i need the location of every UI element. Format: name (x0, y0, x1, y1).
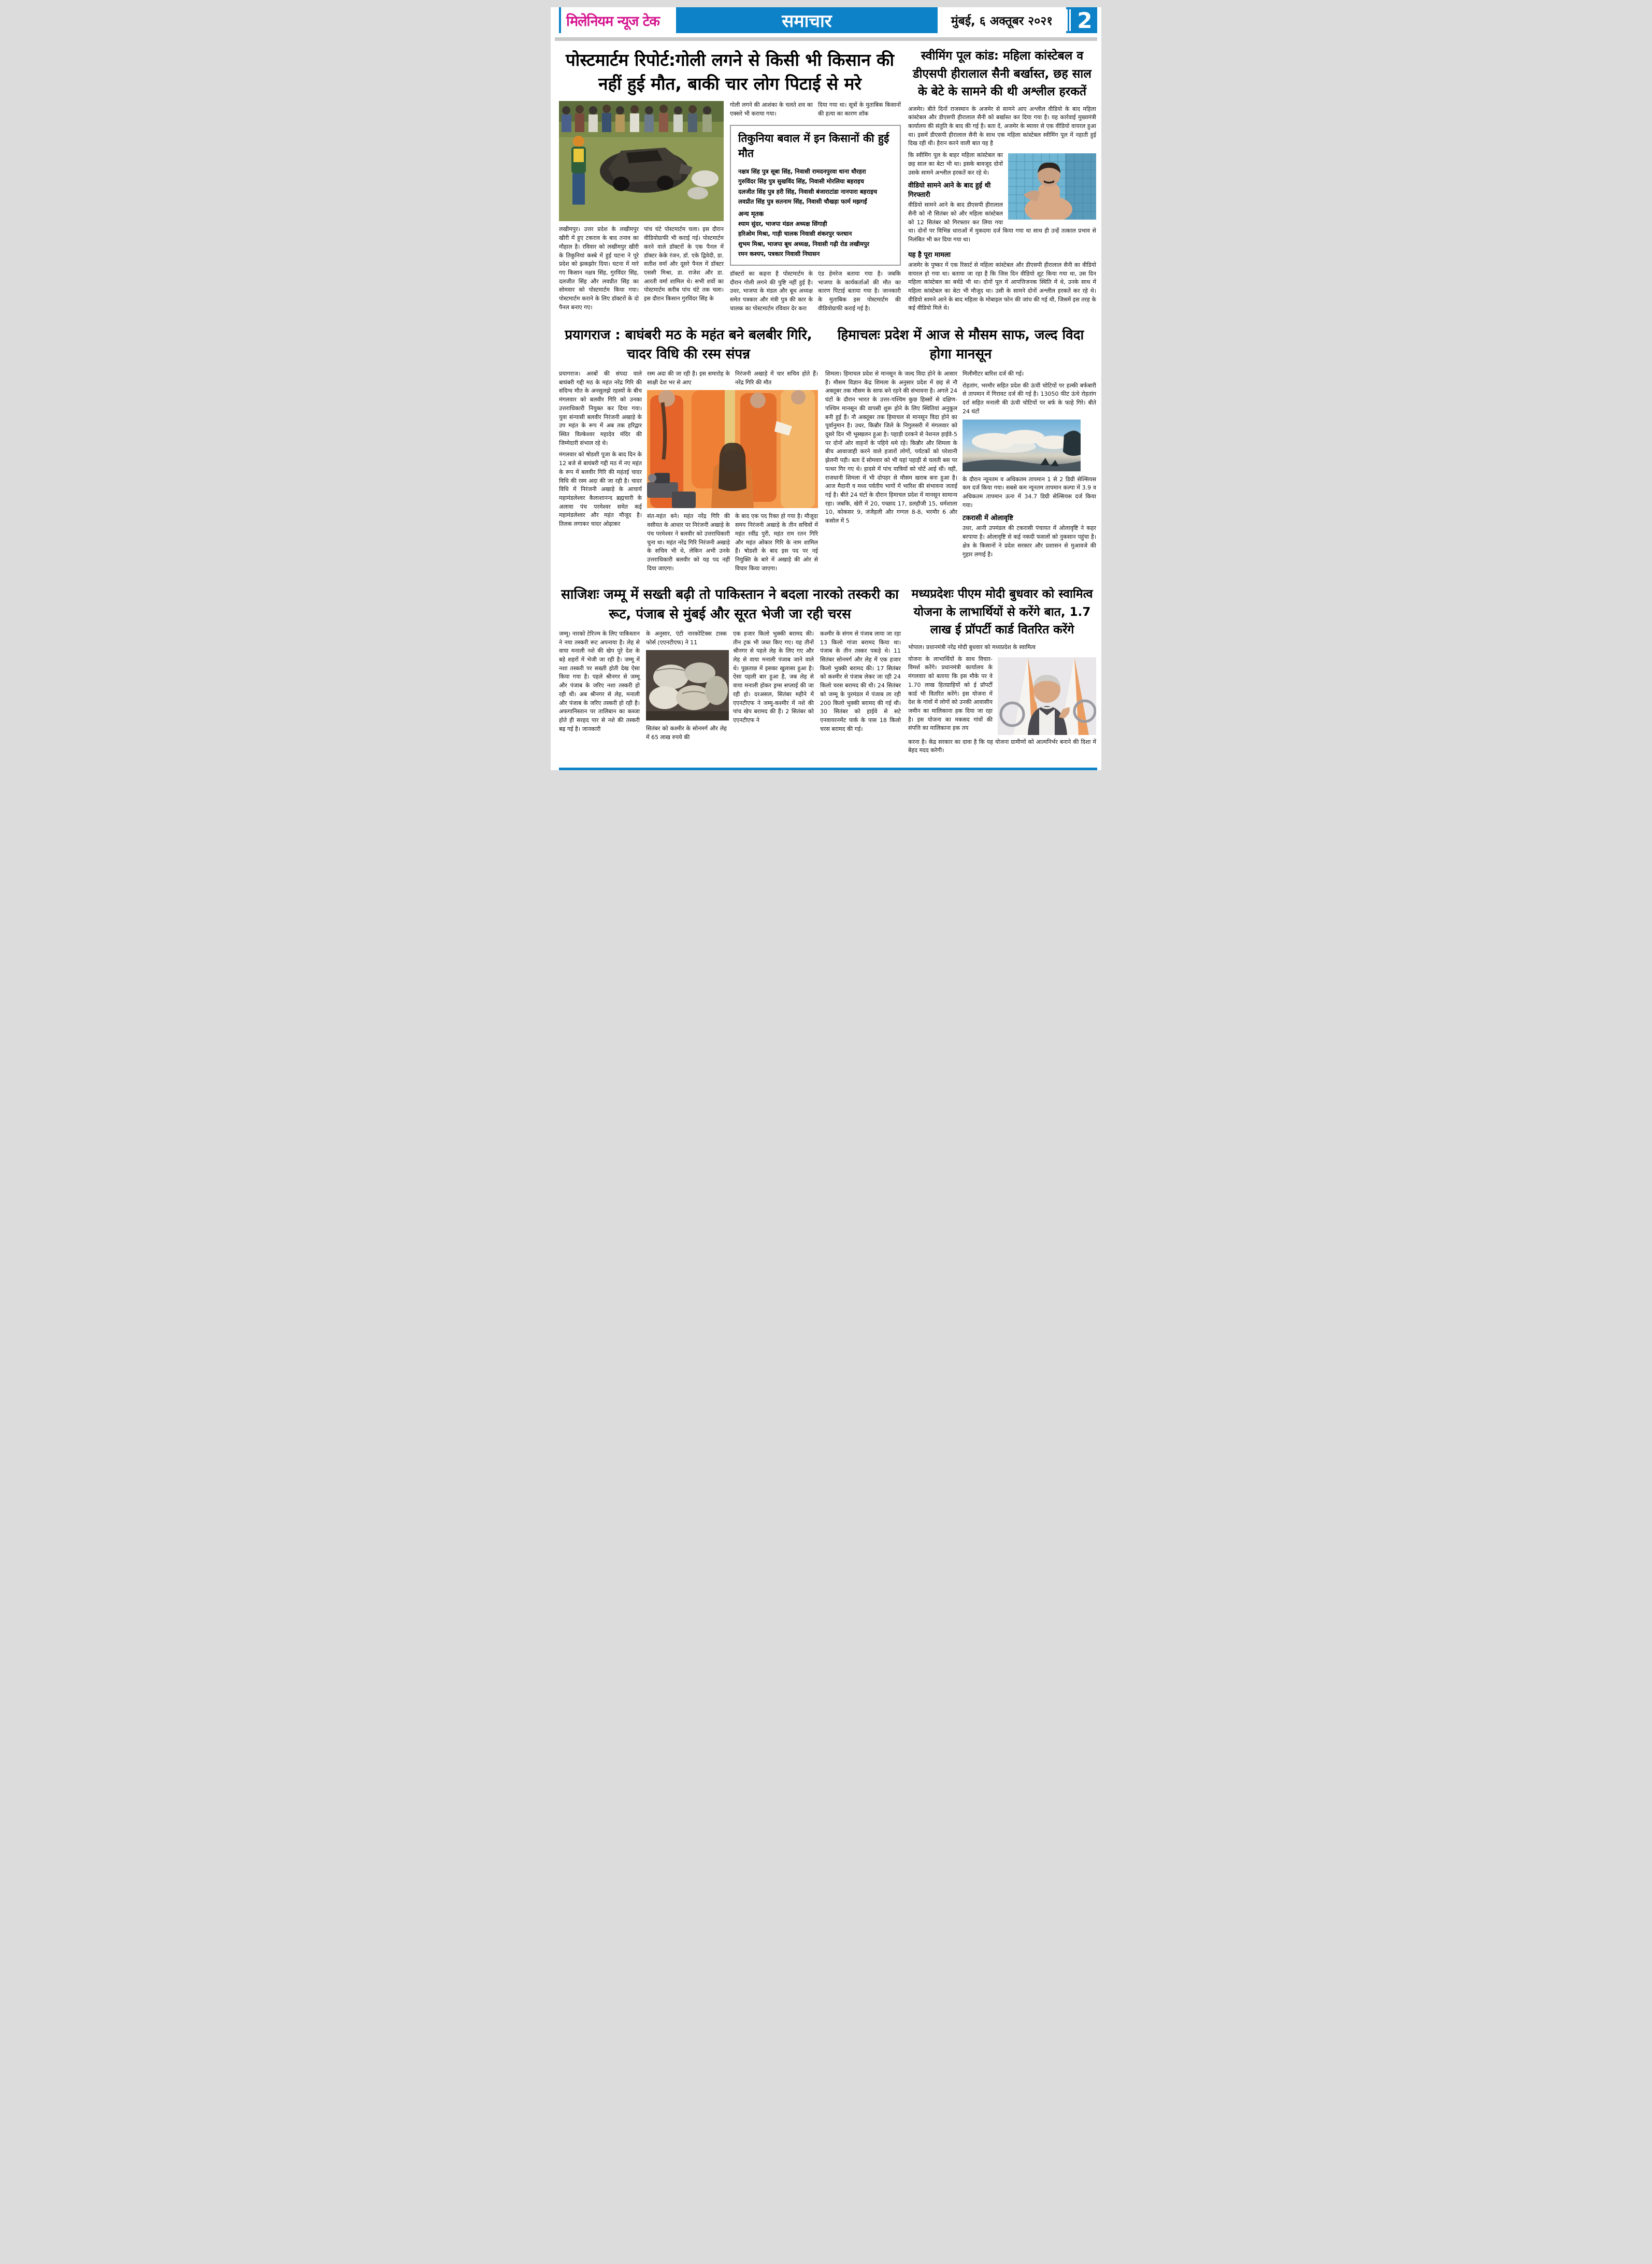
tree-silhouette (1063, 430, 1081, 456)
modi-headline: मध्यप्रदेशः पीएम मोदी बुधवार को स्वामित्व योजना के लाभार्थियों से करेंगे बात, 1.7 लाख ई प्रॉपर्टी कार्ड वितरित करेंगे (911, 587, 1093, 637)
weather-col2-para3: के दौरान न्यूनतम व अधिकतम तापमान 1 से 2 डिग्री सेल्सियस कम दर्ज किया गया। सबसे कम न्यूनतम तापमान कल्पा में 3.9 व अधिकतम तापमान ऊना में 34.7 डिग्री सेल्सियस दर्ज किया गया। (963, 475, 1096, 509)
separator-bar (1066, 9, 1068, 31)
victim-item: गुरुविंदर सिंह पुत्र सुखविंद सिंह, निवासी मोरलिया बहराइच (738, 178, 864, 185)
math-col1 (559, 370, 642, 576)
article-lakhimpur-postmortem (559, 47, 901, 316)
other-dead-heading: अन्य मृतक (738, 209, 764, 218)
dsp-pool-photo (1008, 153, 1096, 220)
dateline: मुंबई, ६ अक्तूबर २०२१ (938, 7, 1066, 33)
math-right-block (647, 370, 818, 576)
article-swimming-pool (908, 47, 1096, 316)
middle-section (559, 326, 1096, 576)
seized-drug-sacks-photo (646, 650, 729, 720)
other-dead-item: हरिओम मिश्रा, गाड़ी चालक निवासी शंकरपुर फरधान (738, 230, 852, 238)
lead-strip-col2: दिया गया था। सूत्रों के मुताबिक किसानों की हत्या का कारण शॉक (818, 102, 901, 118)
lead-strip-col1: गोली लगने की आशंका के चलते शव का एक्सरे भी कराया गया। (730, 102, 813, 118)
narco-col2 (646, 630, 727, 745)
weather-col2-para1: मिलीमीटर बारिश दर्ज की गई। (963, 370, 1024, 377)
victim-item: दलजीत सिंह पुत्र हरी सिंह, निवासी बंजाराटांडा नानपारा बहराइच (738, 188, 878, 195)
pool-para3: वीडियो सामने आने के बाद डीएसपी हीरालाल सैनी को नौ सितंबर को और महिला कांस्टेबल को 12 सितंबर को गिरफ्तार कर लिया गया था। दोनों पर विभिन्न धाराओं में मुकदमा दर्ज किया गया था साथ ही उन्हें तत्काल प्रभाव से निलंबित भी कर दिया गया था। (908, 201, 1096, 243)
math-col3-top: निरंजनी अखाड़े में चार सचिव होते हैं। नरेंद्र गिरि की मौत (735, 370, 818, 386)
narco-col3-text: एक हजार किलो भुक्की बरामद की। तीन ट्रक भी जब्त किए गए। यह तीनों श्रीनगर से पहले लेह के लिए गए और लेह से वाया मनाली पंजाब जाने वाले थे। पूछताछ में इसका खुलासा हुआ है। ऐसा पहली बार हुआ है, जब लेह से वाया मनाली होकर ड्रग्स सप्लाई की जा रही हो। दरअसल, सितंबर महीने में एएनटीएफ ने जम्मू-कश्मीर में नशे की पांच खेप बरामद की हैं। 2 सितंबर को एएनटीएफ ने (733, 630, 814, 724)
article-prayagraj-math (559, 326, 818, 576)
weather-col2-para4: उधर, आनी उपमंडल की टकरासी पंचायत में ओलावृष्टि ने कहर बरपाया है। ओलावृष्टि से कई नकदी फसलों को नुकसान पहुंचा है। क्षेत्र के किसानों ने प्रदेश सरकार और प्रशासन से मुआवजे की गुहार लगाई है। (963, 525, 1096, 558)
narco-headline: साजिशः जम्मू में सख्ती बढ़ी तो पाकिस्तान ने बदला नारको तस्करी का रूट, पंजाब से मुंबई और सूरत भेजी जा रही चरस (561, 587, 899, 623)
bottom-section (559, 585, 1096, 758)
masthead-left-bar (559, 7, 561, 33)
separator-bar (1069, 9, 1071, 31)
pm-modi-photo (998, 657, 1096, 735)
other-dead-item: श्याम सुंदर, भाजपा मंडल अध्यक्ष सिंगाही (738, 220, 827, 227)
page-number: 2 (1072, 7, 1097, 33)
narco-col1 (559, 630, 640, 745)
victims-list (738, 167, 893, 207)
other-dead-list (738, 219, 893, 259)
weather-subhead-hail: टकरासी में ओलावृष्टि (963, 514, 1013, 523)
lead-body-col1: लखीमपुर। उत्तर प्रदेश के लखीमपुर खीरी में हुए टकराव के बाद तनाव का मौहाल है। रविवार को लखीमपुर खीरी के तिकुनियां कस्बे में हुई घटना ने पूरे प्रदेश को झकझोर दिया। घटना में मारे गए किसान नक्षत्र सिंह, गुरविंदर सिंह, दलजीत सिंह और लवप्रीत सिंह का सोमवार को पोस्टमार्टम किया गया। पोस्टमार्टम कराने के लिए डॉक्टरों के दो पैनल बनाए गए। (559, 226, 639, 311)
narco-col2-bottom: सितंबर को कश्मीर के सोनमर्ग और लेह में 65 लाख रुपये की (646, 725, 727, 741)
debris (687, 187, 708, 199)
weather-col2-para2: रोहतांग, भरमौर सहित प्रदेश की ऊंची चोटियों पर हल्की बर्फबारी से तापमान में गिरावट दर्ज की गई है। 13050 फीट ऊंचे रोहतांग दर्रा सहित मनाली की ऊंची चोटियों पर बर्फ के फाहे गिरे। बीते 24 घंटों (963, 382, 1096, 415)
weather-col2 (963, 370, 1096, 562)
debris (692, 170, 719, 187)
math-col2-bottom: संत-महंत बने। महंत नरेंद्र गिरि की वसीयत के आधार पर निरंजनी अखाड़े के पंच परमेश्वर ने बलवीर को उत्तराधिकारी चुना था। महंत नरेंद्र गिरि निरंजनी अखाड़े के सचिव भी थे, लेकिन अभी उनके उत्तराधिकारी बलवीर को यह पद नहीं दिया जाएगा। (647, 513, 730, 572)
math-col3-bottom: के बाद एक पद रिक्त हो गया है। मौजूदा समय निरंजनी अखाड़े के तीन सचिवों में महंत रवींद्र पुरी, महंत राम रतन गिरि और महंत ओंकार गिरि के नाम शामिल हैं। षोडशी के बाद इस पद पर नई नियुक्ति के बारे में अखाड़े की ओर से विचार किया जाएगा। (735, 513, 818, 572)
victims-box (730, 125, 901, 266)
lead-right-block (730, 101, 901, 316)
narco-col3 (733, 630, 814, 745)
weather-col1-text: शिमला। हिमाचल प्रदेश से मानसून के जल्द विदा होने के आसार हैं। मौसम विज्ञान केंद्र शिमला के अनुसार प्रदेश में छह से नौ अक्तूबर तक मौसम के साफ बने रहने की संभावना है। अगले 24 घंटों के दौरान भारत के उत्तर-पश्चिम कुछ हिस्सों से दक्षिण-पश्चिम मानसून की वापसी शुरू होने के लिए स्थितियां अनुकूल बनी हुई हैं। नौ अक्तूबर तक हिमाचल से मानसून विदा होने का पूर्वानुमान है। उधर, किन्नौर जिले के निगुलसरी में मंगलवार को दूसरे दिन भी भूस्खलन हुआ है। पहाड़ी दरकने से नेशनल हाईवे-5 पर दोनों ओर वाहनों के पहिये थमे रहे। किन्नौर और शिमला के बीच आवाजाही करने वाले हजारों लोगों, पर्यटकों को परेशानी झेलनी पड़ी। बता दें सोमवार को भी यहां पहाड़ी से चलती बस पर पत्थर गिर गए थे। हादसे में पांच यात्रियों को चोटें आई थीं। वहीं, राजधानी शिमला में भी दोपहर से मौसम खराब बना हुआ है। आज मैदानी व मध्य पर्वतीय भागों में भारिश की संभावना जताई गई है। बीते 24 घंटों के दौरान हिमाचल प्रदेश में मानसून सामान्य रहा। जबकि, खेरी में 20, पच्छाद 17, डलहौजी 15, धर्मशाला 10, कोकसर 9, जंजैहली और गग्गल 8-8, भरमौर 6 और कसोल में 5 (825, 370, 957, 525)
pool-para1: अजमेर। बीते दिनों राजस्थान के अजमेर से सामने आए अश्लील वीडियो के बाद महिला कांस्टेबल और डीएसपी हीरालाल सैनी को बर्खास्त कर दिया गया है। यह कार्रवाई मुख्यमंत्री कार्यालय की संतुति के बाद की गई है। बता दें, अजमेर के ब्यावर से एक वीडियो वायरल हुआ था। इसमें डीएसपी हीरालाल सैनी के साथ एक महिला कांस्टेबल स्वीमिंग पूल में नहाती हुई दिख रही थी। हैरान करने वाली बात यह है (908, 105, 1096, 147)
narco-col4-text: कश्मीर के संगम से पंजाब लाया जा रहा 13 किलो गांजा बरामद किया था। पंजाब के तीन तस्कर पकड़े थे। 11 सितंबर सोनमर्ग और लेह में एक हजार किलो भुक्की बरामद की। 17 सितंबर को कश्मीर से पंजाब लेकर जा रही 24 किलो चरस बरामद की थी। 24 सितंबर को जम्मू के पुरमंडल में पंजाब ला रही 200 किलो भुक्की बरामद की गई थी। 30 सितंबर को हाईवे से सटे एनवायरनमेंट पार्क के पास 18 किलो चरस बरामद की गई। (820, 630, 901, 732)
modi-para2: योजना के लाभार्थियों के साथ विचार-विमर्श करेंगे। प्रधानमंत्री कार्यालय के मंगलवार को बताया कि इस मौके पर वे 1.70 लाख हितग्राहियों को ई प्रॉपर्टी कार्ड भी वितरित करेंगे। इस योजना में देश के गांवों में लोगों को उनकी आवासीय जमीन का मालिकाना हक दिया जा रहा है। इस योजना का मकसद गांवों की संपत्ति का मालिकाना हक तय (908, 655, 993, 732)
shimla-sky-clouds-photo (963, 420, 1081, 471)
article-narco-route (559, 585, 901, 758)
pool-subhead-case: यह है पूरा मामला (908, 251, 951, 259)
modi-para3: करना है। केंद्र सरकार का दावा है कि यह योजना ग्रामीणों को आत्मनिर्भर बनाने की दिशा में बेहद मदद करेगी। (908, 738, 1096, 754)
pool-para4: अजमेर के पुष्कर में एक रिसार्ट से महिला कांस्टेबल और डीएसपी हीरालाल सैनी का वीडियो वायरल हो गया था। बताया जा रहा है कि जिस दिन वीडियो शूट किया गया था, उस दिन महिला कांस्टेबल का बर्थडे भी था। दोनों पूल में आपत्तिजनक स्थिति में थे, उनके साथ में महिला कांस्टेबल का बेटा भी मौजूद था। उसी के सामने दोनों अश्लील हरकतें कर रहे थे। वीडियो सामने आने के बाद महिला के मोबाइल फोन की जांच की गई थी, जिसमें इस तरह के कई वीडियो मिले थे। (908, 261, 1096, 312)
weather-col1 (825, 370, 957, 562)
burned-vehicle-crowd-photo (559, 101, 724, 221)
math-col1-para2: मंगलवार को षोडशी पूजा के बाद दिन के 12 बजे से बाघंबरी गद्दी मठ में नए महंत के रूप में बलवीर गिरि की महंतई चादर विधि की रस्म अदा की जा रही है। चादर विधि में निरंजनी अखाड़े के आचार्य महामंडलेश्वर कैलाशानन्द ब्रह्मचारी के अलावा पंच परमेश्वर समेत कई महामंडलेश्वर और महंत मौजूद है। तिलक लगाकर चादर ओढ़ाकर (559, 451, 642, 528)
lead-body-col3: डॉक्टरों का कहना है पोस्टमार्टम के दौरान गोली लगने की पुष्टि नहीं हुई है। उधर, भाजपा के मंडल और बूथ अध्यक्ष समेत पत्रकार और मंत्री पुत्र की कार के चालक का पोस्टमार्टम रविवार देर करा (730, 270, 813, 312)
newspaper-logo: मिलेनियम न्यूज टेक (566, 13, 660, 30)
bottom-rule (559, 768, 1097, 770)
narco-col1-text: जम्मू। नारको टेरिज्म के लिए पाकिस्तान ने नया तस्करी रूट अपनाया है। लेह से वाया मनाली नशे की खेप पूरे देश के बड़े शहरों में भेजी जा रही है। जम्मू में नशा तस्करी पर सख्ती होती देख ऐसा किया गया है। पहले श्रीनगर से जम्मू और पंजाब के जरिए नशा तस्करी हो रही थी। अब श्रीनगर से लेह, मनाली और पंजाब के जरिए तस्करी हो रही है। अफगानिस्तान पर तालिबान का कब्जा होते ही सरहद पार से नशे की तस्करी बढ़ गई है। जानकारी (559, 630, 640, 732)
narco-col4 (820, 630, 901, 745)
pool-headline: स्वीमिंग पूल कांड: महिला कांस्टेबल व डीएसपी हीरालाल सैनी बर्खास्त, छह साल के बेटे के सामने की थी अश्लील हरकतें (913, 49, 1091, 98)
modi-para1: भोपाल। प्रधानमंत्री नरेंद्र मोदी बुधवार को मध्यप्रदेश के स्वामित्व (908, 643, 1036, 651)
narco-col2-top: के अनुसार, एंटी नारकोटिक्स टास्क फोर्स (एएनटीएफ) ने 11 (646, 630, 727, 646)
chadar-ceremony-photo (647, 390, 818, 508)
victim-item: नक्षत्र सिंह पुत्र सूबा सिंह, निवासी रामदनपुरवा थाना धौरहरा (738, 167, 866, 175)
masthead (559, 7, 1097, 33)
lead-body-col4: एंड हेमरेज बताया गया है। जबकि भाजपा के कार्यकर्ताओं की मौत का कारण पिटाई बताया गया है। जानकारी के मुताबिक इस पोस्टमार्टम की वीडियोग्राफी कराई गई है। (818, 270, 901, 312)
victims-box-title: तिकुनिया बवाल में इन किसानों की हुई मौत (738, 132, 889, 160)
top-section (559, 47, 1096, 316)
header-rule (555, 37, 1097, 41)
dateline-separator (1066, 7, 1072, 33)
lead-left-block (559, 101, 724, 316)
math-headline: प्रयागराज : बाघंबरी मठ के महंत बने बलबीर गिरि, चादर विधि की रस्म संपन्न (565, 327, 812, 363)
victim-item: लवप्रीत सिंह पुत्र सतनाम सिंह, निवासी चौखड़ा फार्म मझगईं (738, 198, 867, 206)
floor (646, 711, 729, 720)
section-band: समाचार (676, 7, 938, 33)
newspaper-page (551, 7, 1101, 770)
article-modi-swamitva (908, 585, 1096, 758)
lead-headline: पोस्टमार्टम रिपोर्ट:गोली लगने से किसी भी किसान की नहीं हुई मौत, बाकी चार लोग पिटाई से मरे (565, 50, 895, 94)
other-dead-item: रमन कश्यप, पत्रकार निवासी निघासन (738, 250, 820, 258)
lead-body-col2: पांच घंटे पोस्टमार्टम चला। इस दौरान वीडियोग्राफी भी कराई गई। पोस्टमार्टम करने वाले डॉक्टरों के एक पैनल में डॉक्टर केके रंजन, डॉ. एके द्विवेदी, डा. सतीश वर्मा और दूसरे पैनल में डॉक्टर एससी मिश्रा, डा. राजेश और डा. आरती वर्मा शामिल थे। सभी शवों का पोस्टमार्टम करीब पांच घंटे तक चला। इस दौरान किसान गुरविंदर सिंह के (644, 226, 724, 302)
pool-subhead-arrest: वीडियो सामने आने के बाद हुई थी गिरफ्तारी (908, 182, 991, 199)
pool-para2: कि स्वीमिंग पूल के बाहर महिला कांस्टेबल का छह साल का बेटा भी था। इसके बावजूद दोनों उसके सामने अश्लील हरकतें कर रहे थे। (908, 152, 1003, 176)
other-dead-item: शुभम मिश्रा, भाजपा बूथ अध्यक्ष, निवासी गढ़ी रोड लखीमपुर (738, 240, 870, 248)
article-himachal-weather (825, 326, 1096, 576)
math-col1-para1: प्रयागराज। अरबों की संपदा वाले बाघंबरी गद्दी मठ के महंत नरेंद्र गिरि की संदिग्ध मौत के अनसुलझे रहस्यों के बीच मंगलवार को बलवीर गिरि को उनका उत्तराधिकारी नियुक्त कर दिया गया। युवा संन्यासी बलवीर निरंजनी अखाड़े के उप महंत के रूप में अब तक हरिद्वार स्थित विल्केश्वर महादेव मंदिर की जिम्मेदारी संभाल रहे थे। (559, 370, 642, 446)
weather-headline: हिमाचलः प्रदेश में आज से मौसम साफ, जल्द विदा होगा मानसून (837, 327, 1084, 363)
math-col2-top: रस्म अदा की जा रही है। इस समारोह के साक्षी देश भर से आए (647, 370, 730, 386)
